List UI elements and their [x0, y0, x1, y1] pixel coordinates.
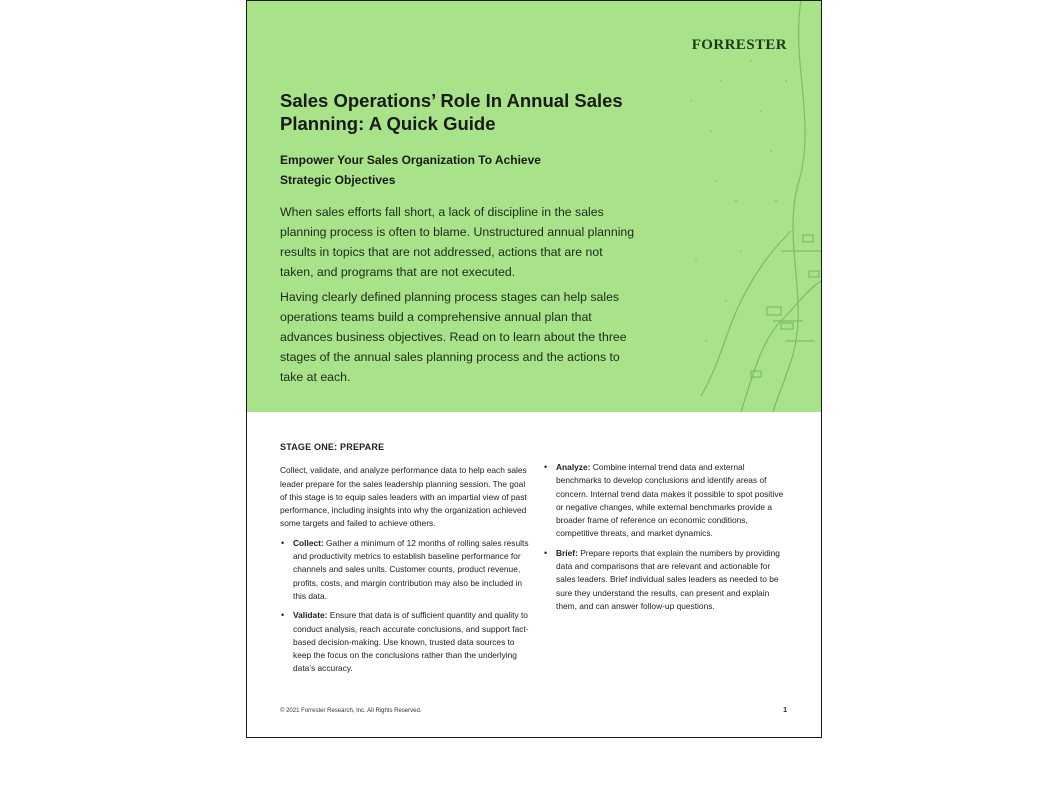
bullet-validate [280, 609, 530, 675]
bullet-icon: • [544, 462, 548, 472]
bullet-term: Collect: [293, 537, 324, 548]
page-number: 1 [783, 707, 787, 714]
bullet-icon: • [281, 610, 285, 621]
bullet-analyze [543, 461, 791, 541]
document-page [246, 0, 822, 738]
page-title: Sales Operations’ Role In Annual Sales Planning: A Quick Guide [280, 90, 623, 134]
bullet-list [280, 537, 530, 676]
bullet-brief [543, 547, 791, 613]
intro-paragraph-2: Having clearly defined planning process stages can help sales operations teams build a comprehensive annual plan that advances business objectives. Read on to learn about the three stages of the annual sales planning process and the actions to take at each. [280, 290, 627, 384]
left-column [280, 441, 530, 682]
stage-one-paragraph: Collect, validate, and analyze performance data to help each sales leader prepare for the sales leadership planning session. The goal of this stage is to equip sales leaders with an impartial view of past performance, including insights into why the organization achieved some targets and failed to achieve others. [280, 465, 527, 529]
right-column [543, 461, 791, 619]
bullet-term: Validate: [293, 610, 328, 621]
copyright-footer: © 2021 Forrester Research, Inc. All Rights Reserved. [280, 708, 422, 714]
bullet-collect [280, 537, 530, 603]
forrester-logo: FORRESTER [691, 37, 787, 53]
stage-one-heading: STAGE ONE: PREPARE [280, 442, 385, 452]
bullet-text: Combine internal trend data and external benchmarks to develop conclusions and identify areas of concern. Internal trend data makes it possible to spot positive or negative changes, while external benchmarks provide a broader frame of reference on economic conditions, competitive threats, and market dynamics. [556, 462, 784, 539]
bullet-text: Prepare reports that explain the numbers by providing data and comparisons that are relevant and actionable for sales leaders. Brief individual sales leaders as needed to be sure they understand the results, can present and explain them, and can answer follow-up questions. [556, 547, 780, 611]
intro-paragraph-1: When sales efforts fall short, a lack of discipline in the sales planning process is often to blame. Unstructured annual planning results in topics that are not addressed, actions that are not taken, and programs that are not executed. [280, 205, 635, 279]
decorative-map-pattern [681, 1, 821, 412]
bullet-icon: • [281, 537, 285, 548]
page-subtitle: Empower Your Sales Organization To Achieve Strategic Objectives [280, 153, 541, 187]
bullet-term: Brief: [556, 547, 578, 558]
hero-banner [247, 1, 821, 412]
bullet-list [543, 461, 791, 613]
bullet-term: Analyze: [556, 462, 591, 472]
bullet-icon: • [544, 547, 548, 558]
bullet-text: Gather a minimum of 12 months of rolling sales results and productivity metrics to establish baseline performance for channels and sales units. Customer counts, product revenue, profits, costs, and margin contribution may also be included in this data. [293, 537, 529, 601]
bullet-text: Ensure that data is of sufficient quantity and quality to conduct analysis, reach accurate conclusions, and support fact-based decision-making. Use known, trusted data sources to keep the focus on the conclusions rather than the underlying data’s accuracy. [293, 610, 529, 674]
